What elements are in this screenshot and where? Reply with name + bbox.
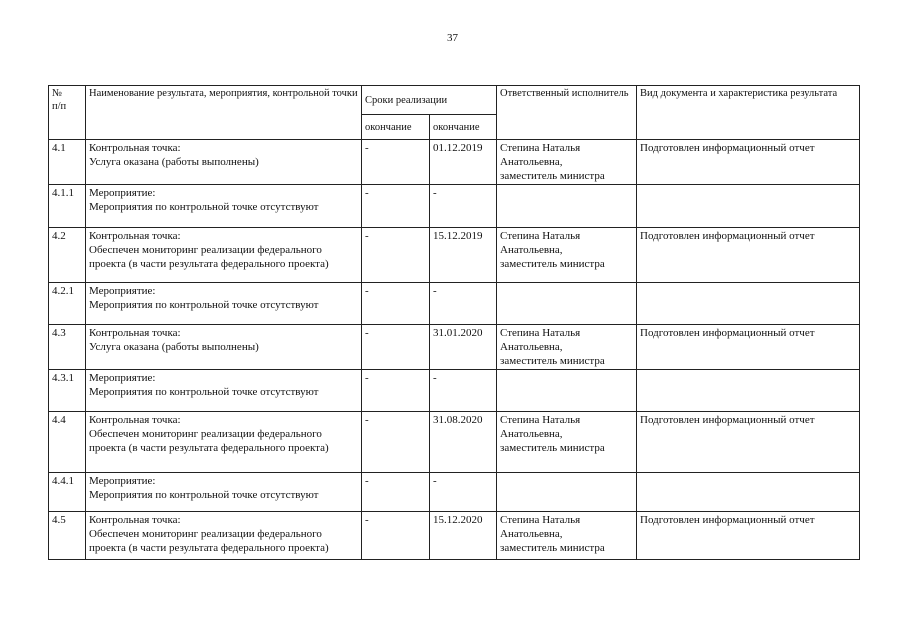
row-responsible	[497, 228, 637, 283]
row-responsible	[497, 185, 637, 228]
row-name	[86, 185, 362, 228]
row-document: Подготовлен информационный отчет	[637, 140, 860, 185]
row-start-date: -	[362, 473, 430, 512]
row-responsible	[497, 412, 637, 473]
row-document: Подготовлен информационный отчет	[637, 325, 860, 370]
responsible-line: заместитель министра	[500, 258, 605, 270]
row-description: Мероприятия по контрольной точке отсутствуют	[89, 386, 319, 398]
header-row	[49, 86, 860, 115]
row-end-date: 15.12.2020	[430, 512, 497, 560]
header-start: окончание	[362, 115, 430, 140]
row-end-date: 31.01.2020	[430, 325, 497, 370]
table-row	[49, 325, 860, 370]
responsible-line: Анатольевна,	[500, 156, 563, 168]
responsible-line: Степина Наталья	[500, 514, 581, 526]
row-end-date: 15.12.2019	[430, 228, 497, 283]
row-end-date: 01.12.2019	[430, 140, 497, 185]
table-row	[49, 412, 860, 473]
row-description: Мероприятия по контрольной точке отсутствуют	[89, 201, 319, 213]
row-start-date: -	[362, 283, 430, 325]
row-name	[86, 325, 362, 370]
responsible-line: Анатольевна,	[500, 341, 563, 353]
responsible-line: Степина Наталья	[500, 230, 581, 242]
row-name	[86, 283, 362, 325]
row-number: 4.1.1	[49, 185, 86, 228]
row-start-date: -	[362, 512, 430, 560]
row-responsible	[497, 283, 637, 325]
responsible-line: Анатольевна,	[500, 244, 563, 256]
table-row	[49, 283, 860, 325]
row-description: Обеспечен мониторинг реализации федерального проекта (в части результата федерального проекта)	[89, 528, 329, 554]
row-responsible	[497, 512, 637, 560]
row-description: Обеспечен мониторинг реализации федерального проекта (в части результата федерального проекта)	[89, 244, 329, 270]
row-start-date: -	[362, 140, 430, 185]
row-responsible	[497, 473, 637, 512]
row-end-date: -	[430, 185, 497, 228]
responsible-line: заместитель министра	[500, 442, 605, 454]
row-document: Подготовлен информационный отчет	[637, 412, 860, 473]
row-number: 4.3	[49, 325, 86, 370]
row-end-date: -	[430, 370, 497, 412]
row-description: Мероприятия по контрольной точке отсутствуют	[89, 489, 319, 501]
row-start-date: -	[362, 325, 430, 370]
table-row	[49, 185, 860, 228]
table-row	[49, 473, 860, 512]
row-document: Подготовлен информационный отчет	[637, 512, 860, 560]
row-title: Мероприятие:	[89, 285, 156, 297]
row-start-date: -	[362, 412, 430, 473]
row-name	[86, 412, 362, 473]
row-description: Мероприятия по контрольной точке отсутствуют	[89, 299, 319, 311]
row-start-date: -	[362, 370, 430, 412]
row-start-date: -	[362, 185, 430, 228]
row-title: Мероприятие:	[89, 475, 156, 487]
header-name: Наименование результата, мероприятия, контрольной точки	[86, 86, 362, 140]
row-title: Контрольная точка:	[89, 142, 181, 154]
header-end: окончание	[430, 115, 497, 140]
row-description: Обеспечен мониторинг реализации федерального проекта (в части результата федерального проекта)	[89, 428, 329, 454]
responsible-line: заместитель министра	[500, 542, 605, 554]
row-number: 4.2	[49, 228, 86, 283]
control-points-table	[48, 85, 860, 560]
row-responsible	[497, 140, 637, 185]
responsible-line: заместитель министра	[500, 355, 605, 367]
row-start-date: -	[362, 228, 430, 283]
row-name	[86, 370, 362, 412]
row-name	[86, 512, 362, 560]
row-title: Контрольная точка:	[89, 230, 181, 242]
row-end-date: -	[430, 283, 497, 325]
responsible-line: Анатольевна,	[500, 428, 563, 440]
row-number: 4.5	[49, 512, 86, 560]
row-name	[86, 473, 362, 512]
row-responsible	[497, 370, 637, 412]
row-title: Контрольная точка:	[89, 414, 181, 426]
row-end-date: -	[430, 473, 497, 512]
table-row	[49, 512, 860, 560]
row-document	[637, 473, 860, 512]
responsible-line: Степина Наталья	[500, 327, 581, 339]
header-dates: Сроки реализации	[362, 86, 497, 115]
page-number: 37	[447, 32, 458, 44]
row-document	[637, 185, 860, 228]
row-number: 4.4	[49, 412, 86, 473]
row-name	[86, 140, 362, 185]
row-end-date: 31.08.2020	[430, 412, 497, 473]
row-number: 4.2.1	[49, 283, 86, 325]
row-description: Услуга оказана (работы выполнены)	[89, 156, 259, 168]
row-name	[86, 228, 362, 283]
responsible-line: Степина Наталья	[500, 414, 581, 426]
responsible-line: Степина Наталья	[500, 142, 581, 154]
row-document	[637, 283, 860, 325]
row-description: Услуга оказана (работы выполнены)	[89, 341, 259, 353]
row-title: Мероприятие:	[89, 372, 156, 384]
table-row	[49, 140, 860, 185]
row-title: Мероприятие:	[89, 187, 156, 199]
row-title: Контрольная точка:	[89, 514, 181, 526]
row-document	[637, 370, 860, 412]
responsible-line: Анатольевна,	[500, 528, 563, 540]
row-number: 4.1	[49, 140, 86, 185]
table-row	[49, 370, 860, 412]
row-number: 4.4.1	[49, 473, 86, 512]
row-title: Контрольная точка:	[89, 327, 181, 339]
row-document: Подготовлен информационный отчет	[637, 228, 860, 283]
header-document: Вид документа и характеристика результата	[637, 86, 860, 140]
row-responsible	[497, 325, 637, 370]
responsible-line: заместитель министра	[500, 170, 605, 182]
row-number: 4.3.1	[49, 370, 86, 412]
table-row	[49, 228, 860, 283]
header-responsible: Ответственный исполнитель	[497, 86, 637, 140]
header-number: № п/п	[49, 86, 86, 140]
